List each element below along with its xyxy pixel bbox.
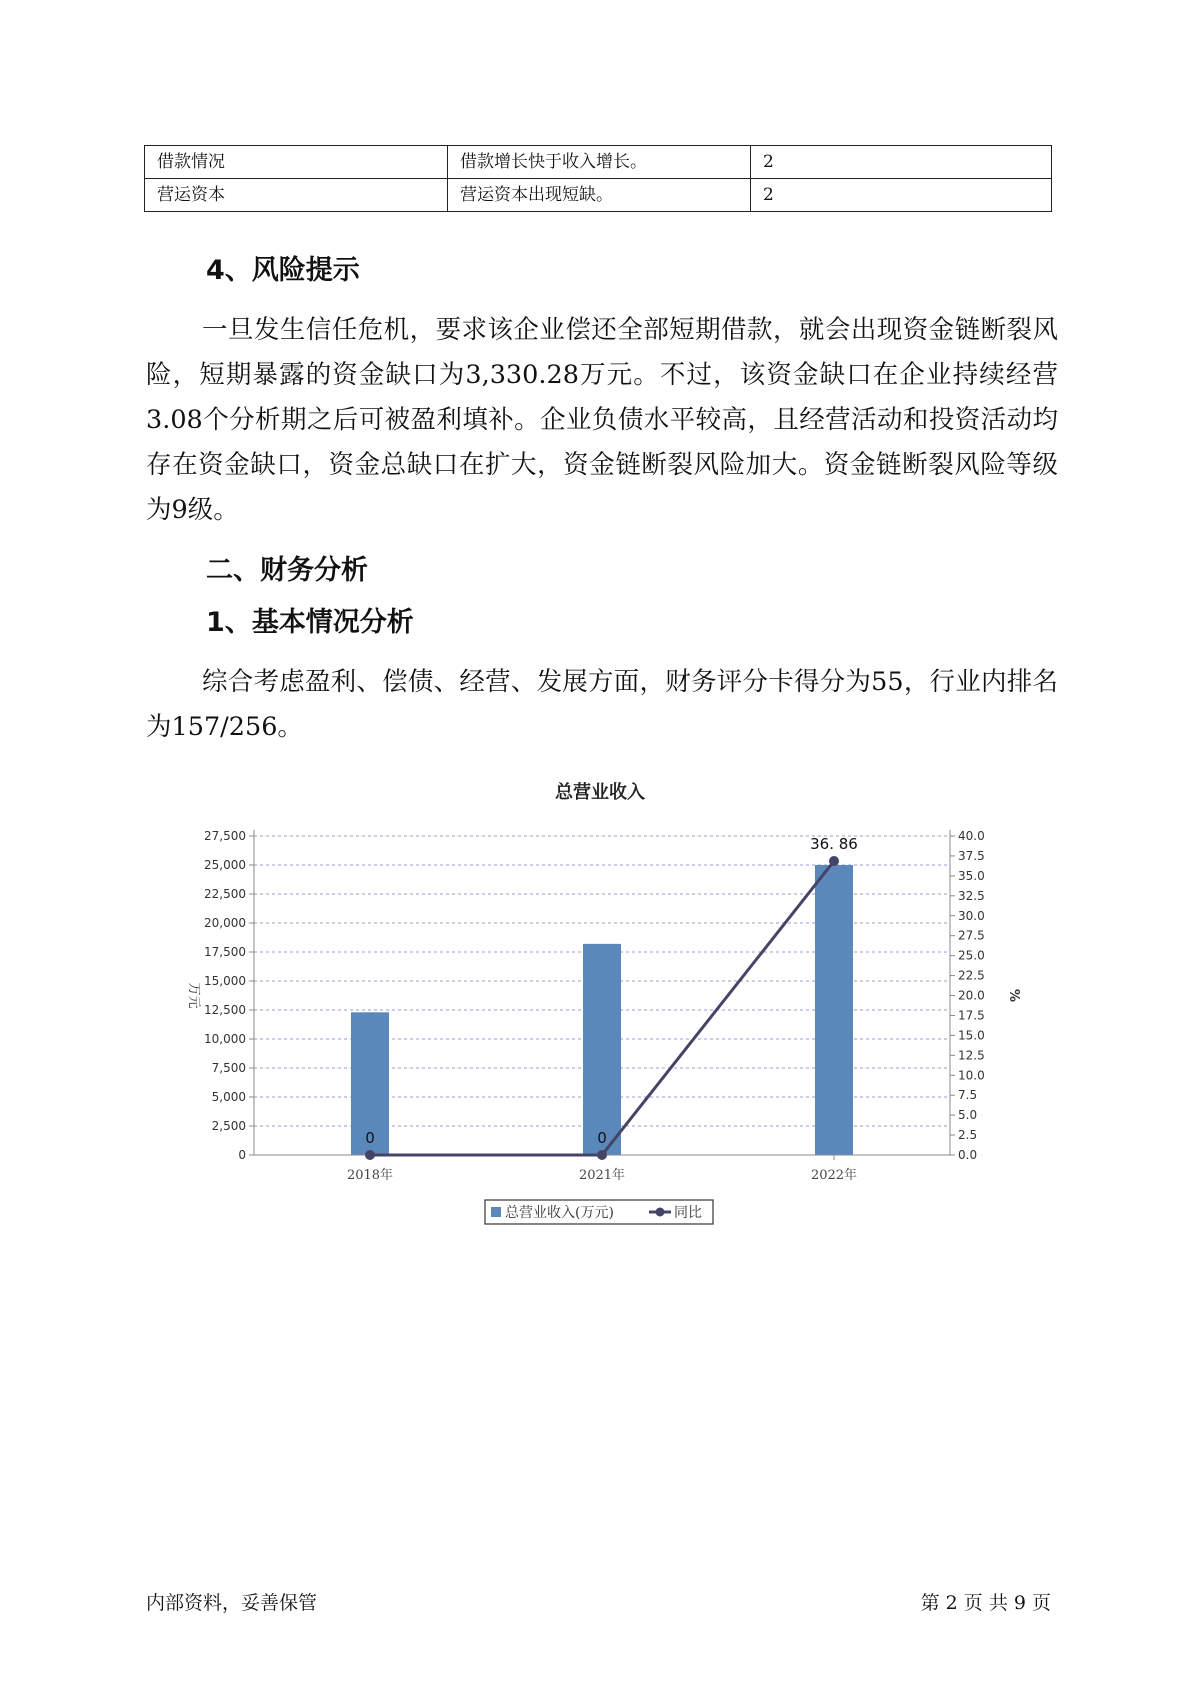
y2-tick-label: 5.0 <box>958 1108 978 1123</box>
y2-tick-label: 17.5 <box>958 1008 985 1023</box>
y-tick-label: 12,500 <box>204 1003 246 1017</box>
line-point <box>829 856 839 866</box>
y2-tick-label: 10.0 <box>958 1068 985 1083</box>
y-tick-label: 15,000 <box>204 974 246 988</box>
y2-tick-label: 25.0 <box>958 948 985 963</box>
table-cell: 2 <box>751 179 1052 212</box>
risk-heading: 4、风险提示 <box>206 255 360 286</box>
y-tick-label: 10,000 <box>204 1032 246 1046</box>
y2-tick-label: 20.0 <box>958 988 985 1003</box>
risk-paragraph: 一旦发生信任危机，要求该企业偿还全部短期借款，就会出现资金链断裂风险，短期暴露的资金缺口为3,330.28万元。不过，该资金缺口在企业持续经营 3.08个分析期之后可被盈利填补。企业负债水平较高，且经营活动和投资活动均存在资金缺口，资金总缺口在扩大，资金链断裂风险加大。资金链断裂风险等级为9级。 <box>146 315 1058 525</box>
y2-tick-label: 7.5 <box>958 1088 978 1103</box>
line-point <box>365 1150 375 1160</box>
data-label: 0 <box>365 1129 375 1147</box>
table-cell: 营运资本出现短缺。 <box>448 179 751 212</box>
legend-line-marker <box>656 1208 665 1217</box>
table-row <box>145 146 1052 179</box>
bar <box>815 865 853 1155</box>
y2-tick-label: 35.0 <box>958 868 985 883</box>
y-tick-label: 22,500 <box>204 887 246 901</box>
y-tick-label: 2,500 <box>211 1119 246 1133</box>
x-tick-label: 2018年 <box>346 1168 394 1183</box>
table-row <box>145 179 1052 212</box>
data-label: 0 <box>597 1129 607 1147</box>
x-tick-label: 2021年 <box>578 1168 626 1183</box>
y2-tick-label: 22.5 <box>958 968 985 983</box>
table-cell: 借款情况 <box>145 146 448 179</box>
y-tick-label: 17,500 <box>204 945 246 959</box>
y-tick-label: 0 <box>238 1148 246 1162</box>
y2-tick-label: 32.5 <box>958 888 985 903</box>
y2-tick-label: 40.0 <box>958 829 985 843</box>
legend-bar-swatch <box>491 1207 501 1217</box>
y2-tick-label: 15.0 <box>958 1028 985 1043</box>
y2-tick-label: 12.5 <box>958 1048 985 1063</box>
legend-bar-label: 总营业收入(万元) <box>505 1205 614 1221</box>
footer-page-number: 第 2 页 共 9 页 <box>920 1592 1051 1614</box>
y-tick-label: 25,000 <box>204 858 246 872</box>
chart-legend <box>485 1200 713 1224</box>
y-axis-title: 万元 <box>186 982 201 1009</box>
basic-analysis-heading: 1、基本情况分析 <box>206 607 414 638</box>
revenue-chart <box>170 770 1030 1240</box>
basic-analysis-paragraph: 综合考虑盈利、偿债、经营、发展方面，财务评分卡得分为55，行业内排名为157/256。 <box>146 667 1058 742</box>
y-tick-label: 20,000 <box>204 916 246 930</box>
y-tick-label: 7,500 <box>211 1061 246 1075</box>
legend-line-label: 同比 <box>674 1205 702 1221</box>
x-tick-label: 2022年 <box>810 1168 858 1183</box>
y2-tick-label: 27.5 <box>958 928 985 943</box>
financial-analysis-heading: 二、财务分析 <box>206 555 368 586</box>
y2-tick-label: 30.0 <box>958 908 985 923</box>
y2-tick-label: 2.5 <box>958 1128 978 1143</box>
y2-axis-title: % <box>1006 988 1021 1003</box>
chart-title: 总营业收入 <box>555 782 645 803</box>
table-cell: 2 <box>751 146 1052 179</box>
table-cell: 营运资本 <box>145 179 448 212</box>
data-label: 36. 86 <box>810 835 858 854</box>
y2-tick-label: 37.5 <box>958 848 985 863</box>
footer-confidential: 内部资料，妥善保管 <box>146 1592 318 1614</box>
y-tick-label: 27,500 <box>204 829 246 843</box>
table-cell: 借款增长快于收入增长。 <box>448 146 751 179</box>
bar <box>583 944 621 1155</box>
risk-indicator-table <box>144 145 1052 212</box>
y-tick-label: 5,000 <box>211 1090 246 1104</box>
y2-tick-label: 0.0 <box>958 1148 978 1162</box>
line-point <box>597 1150 607 1160</box>
